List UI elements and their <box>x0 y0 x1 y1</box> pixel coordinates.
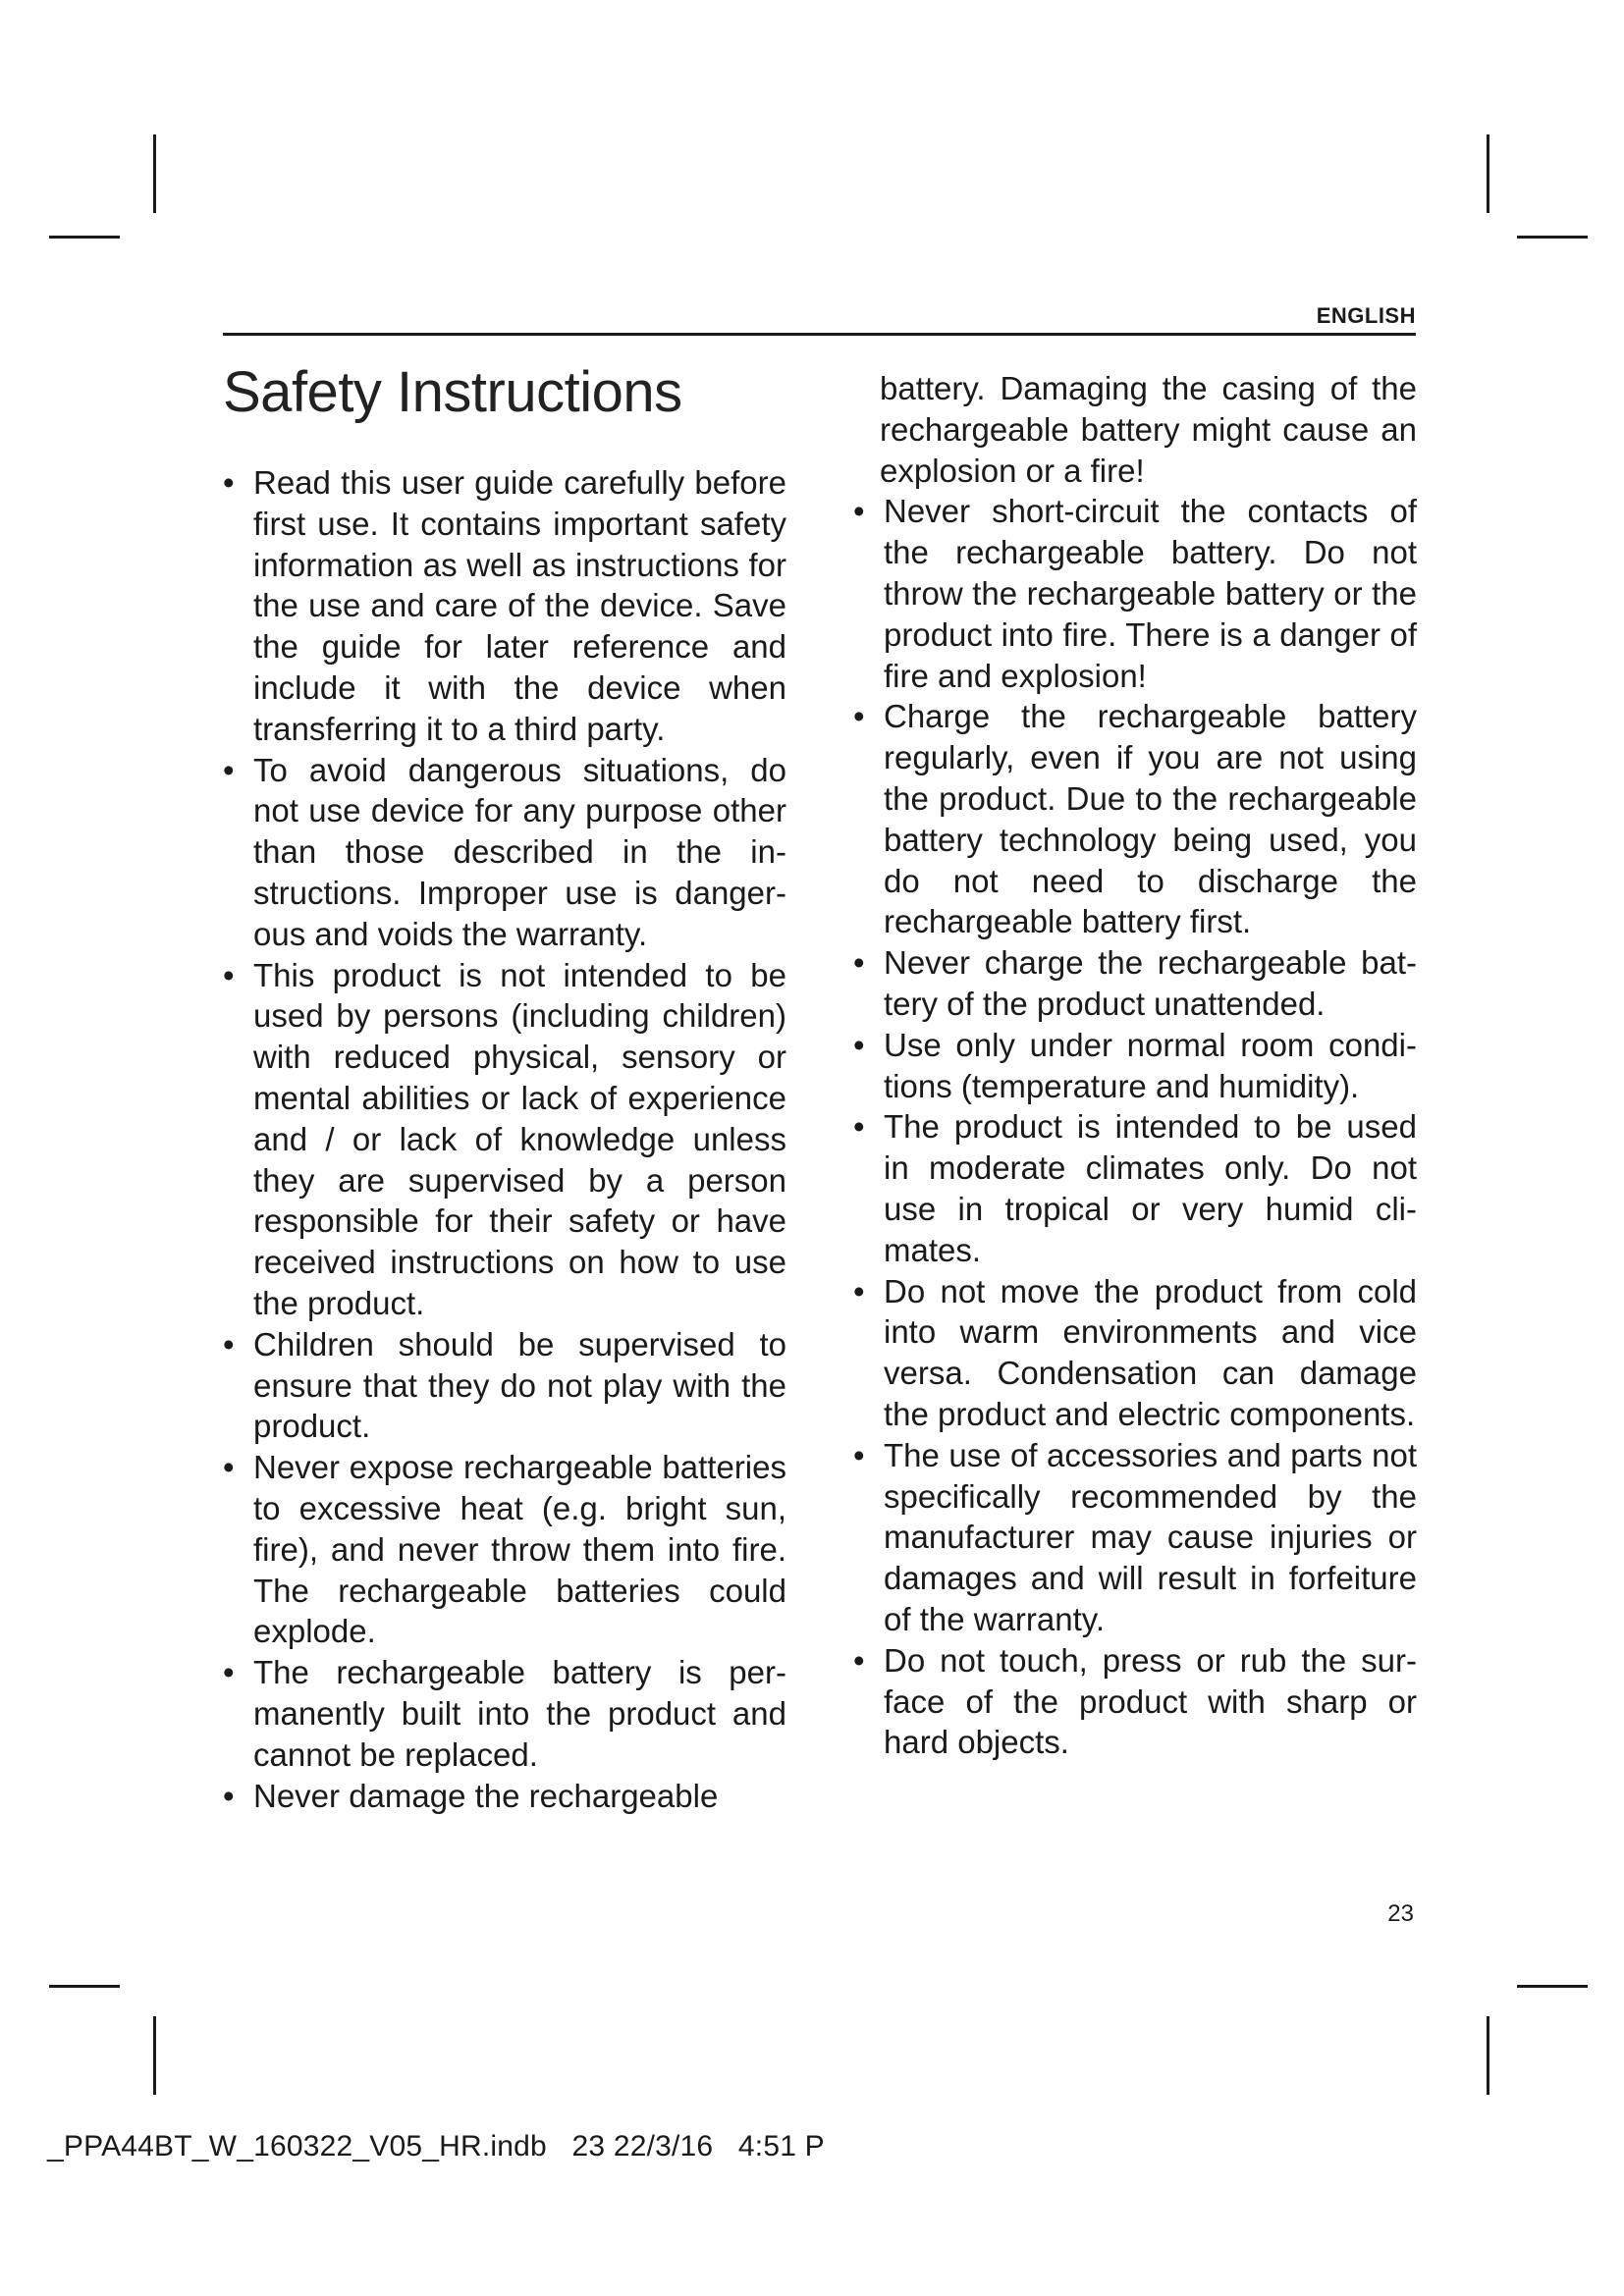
safety-item: • To avoid dangerous situations, do not use device for any purpose other than those described in the instructions. Improper use is dangerous and voids the warranty. <box>223 750 786 955</box>
safety-item: • Do not touch, press or rub the surface of the product with sharp or hard objects. <box>853 1640 1417 1763</box>
safety-item: • Never short-circuit the contacts of the rechargeable battery. Do not throw the rechargeable battery or the product into fire. There is a danger of fire and explosion! <box>853 491 1417 696</box>
safety-item: • Charge the rechargeable battery regularly, even if you are not using the product. Due to the rechargeable battery technology being used, you do not need to discharge the rechargeable battery first. <box>853 696 1417 942</box>
left-column-list <box>223 462 786 1816</box>
crop-mark-bottom-right-horizontal <box>1517 1985 1588 1988</box>
safety-item: • Never expose rechargeable batteries to excessive heat (e.g. bright sun, fire), and never throw them into fire. The rechargeable batteries could explode. <box>223 1447 786 1652</box>
crop-mark-top-left-vertical <box>153 134 156 213</box>
safety-item: • Do not move the product from cold into warm environments and vice versa. Condensation can damage the product and electric components. <box>853 1271 1417 1435</box>
header-rule <box>223 333 1416 336</box>
print-slug: _PPA44BT_W_160322_V05_HR.indb 23 22/3/16 4:51 P <box>47 2130 825 2163</box>
safety-item: • Never damage the rechargeable <box>223 1776 786 1817</box>
page-title: Safety Instructions <box>223 360 682 424</box>
safety-item: • The product is intended to be used in moderate climates only. Do not use in tropical or very humid climates. <box>853 1106 1417 1270</box>
safety-item: • Read this user guide carefully before first use. It contains important safety information as well as instructions for the use and care of the device. Save the guide for later reference and include it with the device when transferring it to a third party. <box>223 462 786 750</box>
safety-item: • Children should be supervised to ensure that they do not play with the product. <box>223 1324 786 1447</box>
safety-item: • This product is not intended to be used by persons (including children) with reduced physical, sensory or mental abilities or lack of experience and / or lack of knowledge unless they are supervised by a person responsible for their safety or have received instructions on how to use the product. <box>223 955 786 1324</box>
safety-item: • Never charge the rechargeable battery of the product unattended. <box>853 942 1417 1025</box>
crop-mark-top-left-horizontal <box>49 236 120 239</box>
crop-mark-bottom-left-vertical <box>153 2016 156 2095</box>
right-column-list <box>853 368 1417 1763</box>
crop-mark-bottom-left-horizontal <box>49 1985 120 1988</box>
safety-item: • The rechargeable battery is permanently built into the product and cannot be replaced. <box>223 1652 786 1775</box>
safety-item-continuation: battery. Damaging the casing of the rechargeable battery might cause an explosion or a fire! <box>880 370 1417 489</box>
safety-item: • The use of accessories and parts not specifically recommended by the manufacturer may cause injuries or damages and will result in forfeiture of the warranty. <box>853 1435 1417 1640</box>
crop-mark-bottom-right-vertical <box>1487 2016 1489 2095</box>
page-number: 23 <box>1387 1900 1414 1927</box>
crop-mark-top-right-vertical <box>1487 134 1489 213</box>
language-label: ENGLISH <box>1316 303 1416 328</box>
crop-mark-top-right-horizontal <box>1517 236 1588 239</box>
safety-item: • Use only under normal room conditions (temperature and humidity). <box>853 1025 1417 1107</box>
